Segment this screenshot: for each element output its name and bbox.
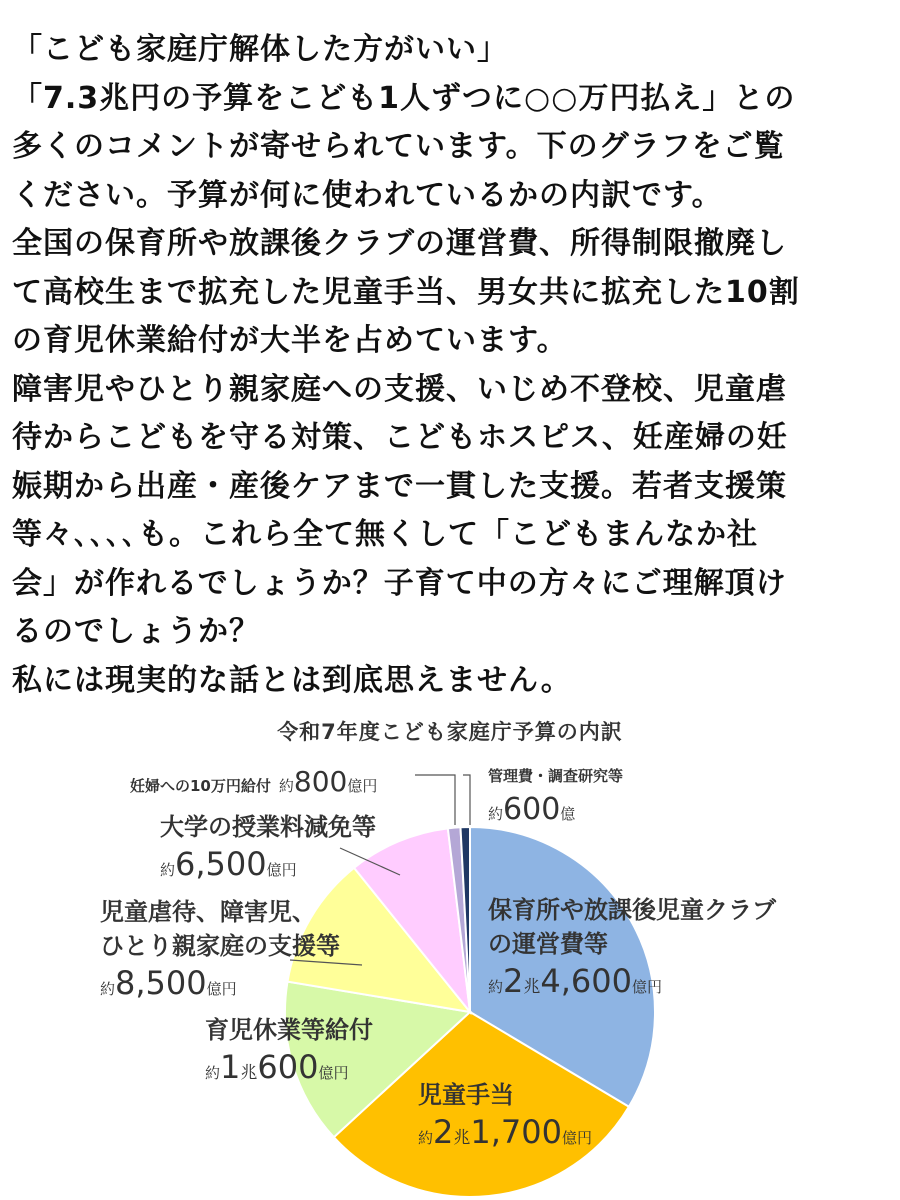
body-text-line: 待からこどもを守る対策、こどもホスピス、妊産婦の妊 [12, 420, 788, 455]
body-text-line: ください。予算が何に使われているかの内訳です。 [12, 177, 723, 213]
value-prefix: 約 [205, 1064, 221, 1082]
value-part: 億円 [561, 1129, 592, 1147]
slice-name: 保育所や放課後児童クラブ [488, 896, 776, 924]
slice-label [130, 762, 377, 806]
value-part: 4,600 [540, 962, 632, 1000]
slice-name: 大学の授業料減免等 [160, 813, 376, 841]
value-part: 億 [560, 805, 576, 823]
slice-name: 妊婦への10万円給付 [130, 777, 271, 795]
value-part: 6,500 [175, 845, 267, 883]
leader-line [463, 775, 470, 825]
leader-line [415, 775, 455, 825]
slice-label [205, 1013, 373, 1093]
value-part: 600 [257, 1048, 319, 1086]
slice-name: 児童虐待、障害児、 [100, 898, 316, 926]
value-prefix: 約 [488, 978, 504, 996]
body-text-line: て高校生まで拡充した児童手当、男女共に拡充した10割 [12, 274, 800, 310]
value-part: 1 [220, 1048, 241, 1086]
value-part: 兆 [453, 1128, 471, 1148]
value-part: 億円 [318, 1064, 349, 1082]
body-text-line: 障害児やひとり親家庭への支援、いじめ不登校、児童虐 [12, 371, 787, 407]
value-part: 1,700 [470, 1113, 562, 1151]
slice-label [100, 895, 340, 1009]
slice-name: 児童手当 [418, 1081, 514, 1109]
slice-label [488, 893, 776, 1007]
value-part: 兆 [240, 1063, 258, 1083]
value-part: 800 [293, 765, 348, 798]
body-text-line: 「こども家庭庁解体した方がいい」 [12, 32, 508, 67]
slice-label [488, 762, 623, 834]
body-text-line: 等々､､､､も。これら全て無くして「こどもまんなか社 [12, 517, 758, 552]
value-prefix: 約 [160, 861, 176, 879]
value-part: 2 [503, 962, 524, 1000]
value-prefix: 約 [100, 980, 116, 998]
slice-name: 管理費・調査研究等 [488, 767, 624, 785]
value-part: 億円 [347, 777, 378, 795]
value-prefix: 約 [418, 1129, 434, 1147]
slice-label [160, 810, 376, 890]
value-prefix: 約 [278, 777, 294, 795]
body-text-line: の育児休業給付が大半を占めています。 [12, 323, 568, 358]
value-part: 億円 [206, 980, 237, 998]
slice-name: ひとり親家庭の支援等 [100, 932, 340, 960]
value-part: 億円 [631, 978, 662, 996]
body-text-line: 私には現実的な話とは到底思えません。 [12, 662, 572, 698]
post-text [12, 26, 892, 705]
body-text-line: 娠期から出産・産後ケアまで一貫した支援。若者支援策 [12, 468, 787, 504]
value-part: 億円 [266, 861, 297, 879]
slice-name: 育児休業等給付 [205, 1016, 373, 1044]
value-part: 2 [433, 1113, 454, 1151]
value-part: 8,500 [115, 964, 207, 1002]
body-text-line: 「7.3兆円の予算をこども1人ずつに○○万円払え」との [12, 80, 796, 116]
value-part: 兆 [523, 977, 541, 997]
slice-name: の運営費等 [488, 930, 608, 958]
body-text-line: 会」が作れるでしょうか？子育て中の方々にご理解頂け [12, 565, 787, 601]
slice-label [418, 1078, 592, 1158]
body-text-line: るのでしょうか？ [12, 614, 260, 649]
value-part: 600 [503, 792, 561, 827]
chart-title: 令和7年度こども家庭庁予算の内訳 [277, 720, 623, 744]
body-text-line: 多くのコメントが寄せられています。下のグラフをご覧 [12, 129, 785, 164]
body-text-line: 全国の保育所や放課後クラブの運営費、所得制限撤廃し [12, 226, 787, 261]
value-prefix: 約 [488, 805, 504, 823]
